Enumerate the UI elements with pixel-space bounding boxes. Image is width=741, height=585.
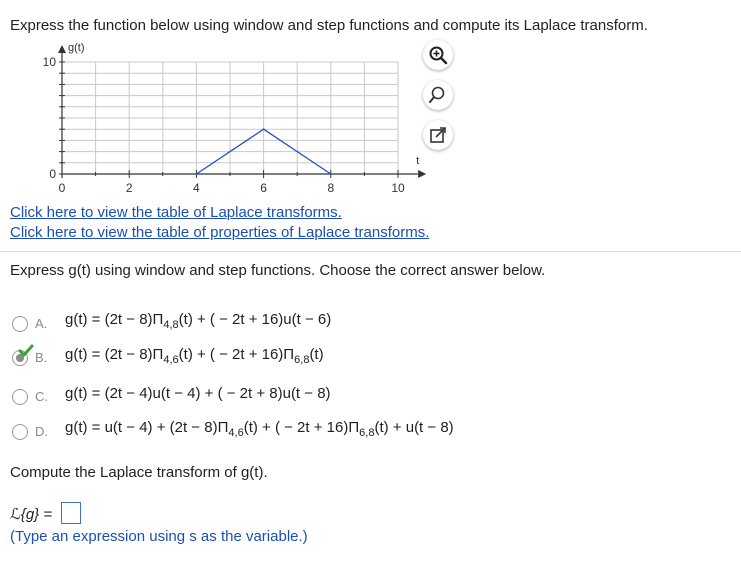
laplace-properties-link[interactable]: Click here to view the table of properties of Laplace transforms.: [10, 224, 430, 241]
zoom-in-button[interactable]: [423, 40, 453, 70]
x-tick-label: 10: [391, 181, 405, 195]
zoom-out-icon: [428, 85, 448, 105]
option-b-letter: B.: [35, 350, 48, 365]
zoom-in-icon: [428, 45, 448, 65]
zoom-out-button[interactable]: [423, 80, 453, 110]
popout-button[interactable]: [423, 120, 453, 150]
y-tick-label: 0: [49, 167, 56, 181]
x-tick-label: 0: [58, 181, 66, 195]
x-tick-label: 2: [125, 181, 133, 195]
function-graph: [0, 36, 430, 206]
part1-instruction: Express g(t) using window and step functions. Choose the correct answer below.: [10, 262, 546, 279]
section-divider: [0, 251, 741, 252]
graph-grid: [62, 62, 398, 174]
laplace-table-link[interactable]: Click here to view the table of Laplace transforms.: [10, 204, 342, 221]
series-point: [263, 128, 265, 130]
series-point: [330, 173, 332, 175]
y-tick-label: 10: [42, 55, 56, 69]
popout-icon: [428, 125, 448, 145]
correct-check-icon: [18, 344, 34, 358]
x-tick-label: 8: [327, 181, 335, 195]
answer-hint: (Type an expression using s as the variable.): [10, 528, 308, 545]
option-a-letter: A.: [35, 316, 48, 331]
graph-axes: [58, 45, 426, 178]
graph-ticks: [59, 62, 398, 178]
option-b-text[interactable]: $g(t) = (2t - 8)\Pi_{4,6}(t)$ + ( − $2t + 16)\Pi_{6,8}(t)$: [65, 346, 324, 366]
option-a-text[interactable]: $g(t) = (2t - 8)\Pi_{4,8}(t)$ + ( − 2t + 16)u(t − 6): [65, 311, 332, 331]
x-axis-label: t: [416, 155, 420, 167]
option-d-text[interactable]: $g(t) = u(t - 4) + (2t - 8)\Pi_{4,6}(t)$ + ( − $2t + 16)\Pi_{6,8}(t) + u(t - 8)$: [65, 419, 454, 439]
option-d-letter: D.: [35, 424, 48, 439]
laplace-lhs: ℒ{g} =: [10, 506, 53, 523]
graph-labels: [43, 42, 420, 195]
series-point: [196, 173, 198, 175]
option-d-radio[interactable]: [12, 424, 28, 440]
option-c-text[interactable]: g(t) = (2t − 4)u(t − 4) + ( − 2t + 8)u(t − 8): [65, 385, 331, 402]
question-prompt: Express the function below using window and step functions and compute its Laplace transform.: [10, 17, 648, 34]
part2-instruction: Compute the Laplace transform of g(t).: [10, 464, 268, 481]
answer-input[interactable]: [61, 502, 81, 524]
y-axis-label: g(t): [68, 42, 85, 55]
x-axis-arrow: [418, 170, 426, 178]
y-axis-arrow: [58, 45, 66, 53]
x-tick-label: 4: [193, 181, 200, 195]
x-tick-label: 6: [260, 181, 267, 195]
option-c-radio[interactable]: [12, 389, 28, 405]
option-a-radio[interactable]: [12, 316, 28, 332]
option-c-letter: C.: [35, 389, 48, 404]
